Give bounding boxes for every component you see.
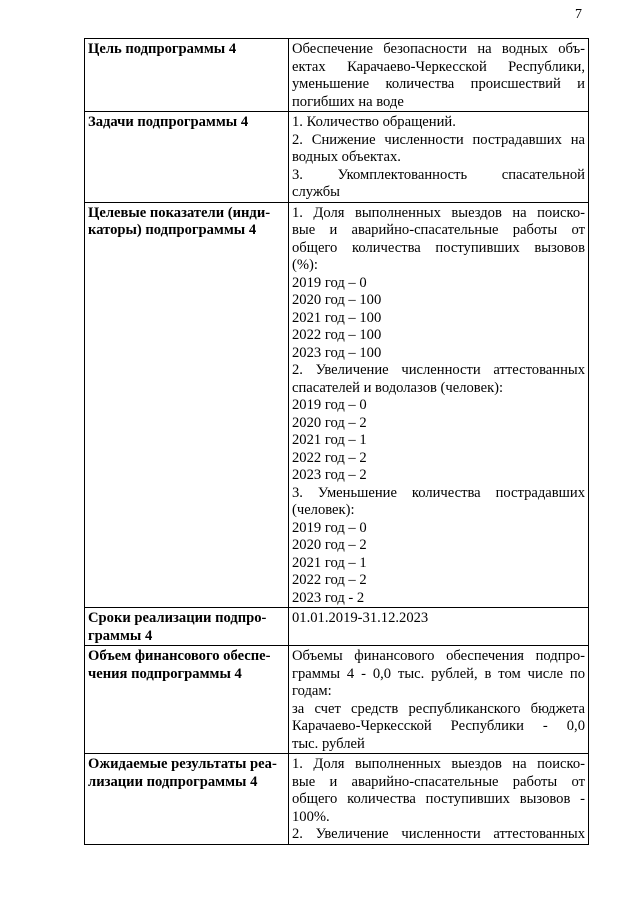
- row-label-cell: [85, 202, 289, 608]
- content-line: 2021 год – 1: [292, 432, 367, 448]
- content-line: службы: [292, 184, 340, 200]
- content-line: 2021 год – 100: [292, 309, 382, 326]
- table-row-indicators: [85, 202, 589, 608]
- content-line: ектах Карачаево-Черкесской Республики,: [292, 58, 585, 75]
- content-line: годам:: [292, 683, 332, 699]
- content-line: 2020 год – 100: [292, 292, 382, 308]
- content-line: 3. Укомплектованность спасательной: [292, 166, 585, 183]
- row-label-line: Объем финансового обеспе-: [88, 648, 271, 664]
- row-label-line: Целевые показатели (инди-: [88, 204, 271, 221]
- content-line: 2. Увеличение численности аттестованных: [292, 826, 585, 842]
- row-label-line: лизации подпрограммы 4: [88, 773, 258, 790]
- content-line: 01.01.2019-31.12.2023: [292, 610, 429, 626]
- content-line: 2023 год – 100: [292, 344, 382, 361]
- content-line: 2022 год – 2: [292, 449, 367, 466]
- content-line: тыс. рублей: [292, 735, 365, 752]
- row-label-line: Цель подпрограммы 4: [88, 41, 237, 57]
- table-row-tasks: [85, 112, 589, 203]
- content-line: уменьшение количества происшествий и: [292, 76, 585, 92]
- row-label-line: чения подпрограммы 4: [88, 665, 242, 682]
- content-line: за счет средств республиканского бюджета: [292, 700, 585, 717]
- row-content-cell: [289, 754, 589, 845]
- passport-table: [84, 38, 589, 845]
- table-row-expected-results: [85, 754, 589, 845]
- content-line: общего количества поступивших вызовов: [292, 239, 585, 256]
- content-line: Обеспечение безопасности на водных объ-: [292, 41, 585, 57]
- row-label-line: Сроки реализации подпро-: [88, 610, 267, 626]
- row-label-cell: [85, 608, 289, 646]
- content-line: 2022 год – 100: [292, 327, 382, 343]
- content-line: Карачаево-Черкесской Республики - 0,0: [292, 718, 585, 734]
- content-line: 3. Уменьшение количества пострадавших: [292, 484, 585, 501]
- content-line: погибших на воде: [292, 93, 404, 110]
- content-line: вые и аварийно-спасательные работы от: [292, 222, 585, 238]
- content-line: общего количества поступивших вызовов -: [292, 791, 585, 807]
- content-line: 2019 год – 0: [292, 519, 367, 536]
- content-line: 2020 год – 2: [292, 414, 367, 431]
- content-line: 2022 год – 2: [292, 572, 367, 588]
- row-content-cell: [289, 202, 589, 608]
- table-row-goal: [85, 39, 589, 112]
- row-label-line: Ожидаемые результаты реа-: [88, 756, 277, 772]
- content-line: 2023 год – 2: [292, 467, 367, 483]
- content-line: 2. Увеличение численности аттестованных: [292, 362, 585, 378]
- content-line: (человек):: [292, 502, 355, 518]
- row-label-cell: [85, 646, 289, 754]
- content-line: спасателей и водолазов (человек):: [292, 379, 504, 396]
- content-line: 1. Доля выполненных выездов на поиско-: [292, 756, 585, 772]
- content-line: (%):: [292, 257, 318, 273]
- content-line: Объемы финансового обеспечения подпро-: [292, 648, 585, 664]
- content-line: 2020 год – 2: [292, 537, 367, 553]
- content-line: 2019 год – 0: [292, 274, 367, 291]
- content-line: 100%.: [292, 808, 330, 825]
- row-content-cell: [289, 608, 589, 646]
- content-line: 2023 год - 2: [292, 589, 365, 606]
- row-label-line: каторы) подпрограммы 4: [88, 222, 257, 238]
- content-line: 2. Снижение численности пострадавших на: [292, 131, 585, 148]
- row-content-cell: [289, 112, 589, 203]
- content-line: вые и аварийно-спасательные работы от: [292, 773, 585, 790]
- content-line: 2019 год – 0: [292, 397, 367, 413]
- row-label-line: Задачи подпрограммы 4: [88, 114, 249, 130]
- table-row-timeline: [85, 608, 589, 646]
- content-line: граммы 4 - 0,0 тыс. рублей, в том числе по: [292, 665, 585, 682]
- content-line: 2021 год – 1: [292, 554, 367, 571]
- content-line: водных объектах.: [292, 149, 401, 165]
- row-label-line: граммы 4: [88, 627, 153, 644]
- content-line: 1. Количество обращений.: [292, 114, 456, 130]
- row-content-cell: [289, 646, 589, 754]
- table-row-funding: [85, 646, 589, 754]
- row-label-cell: [85, 754, 289, 845]
- row-label-cell: [85, 39, 289, 112]
- row-label-cell: [85, 112, 289, 203]
- row-content-cell: [289, 39, 589, 112]
- content-line: 1. Доля выполненных выездов на поиско-: [292, 204, 585, 221]
- page-number: 7: [575, 7, 582, 22]
